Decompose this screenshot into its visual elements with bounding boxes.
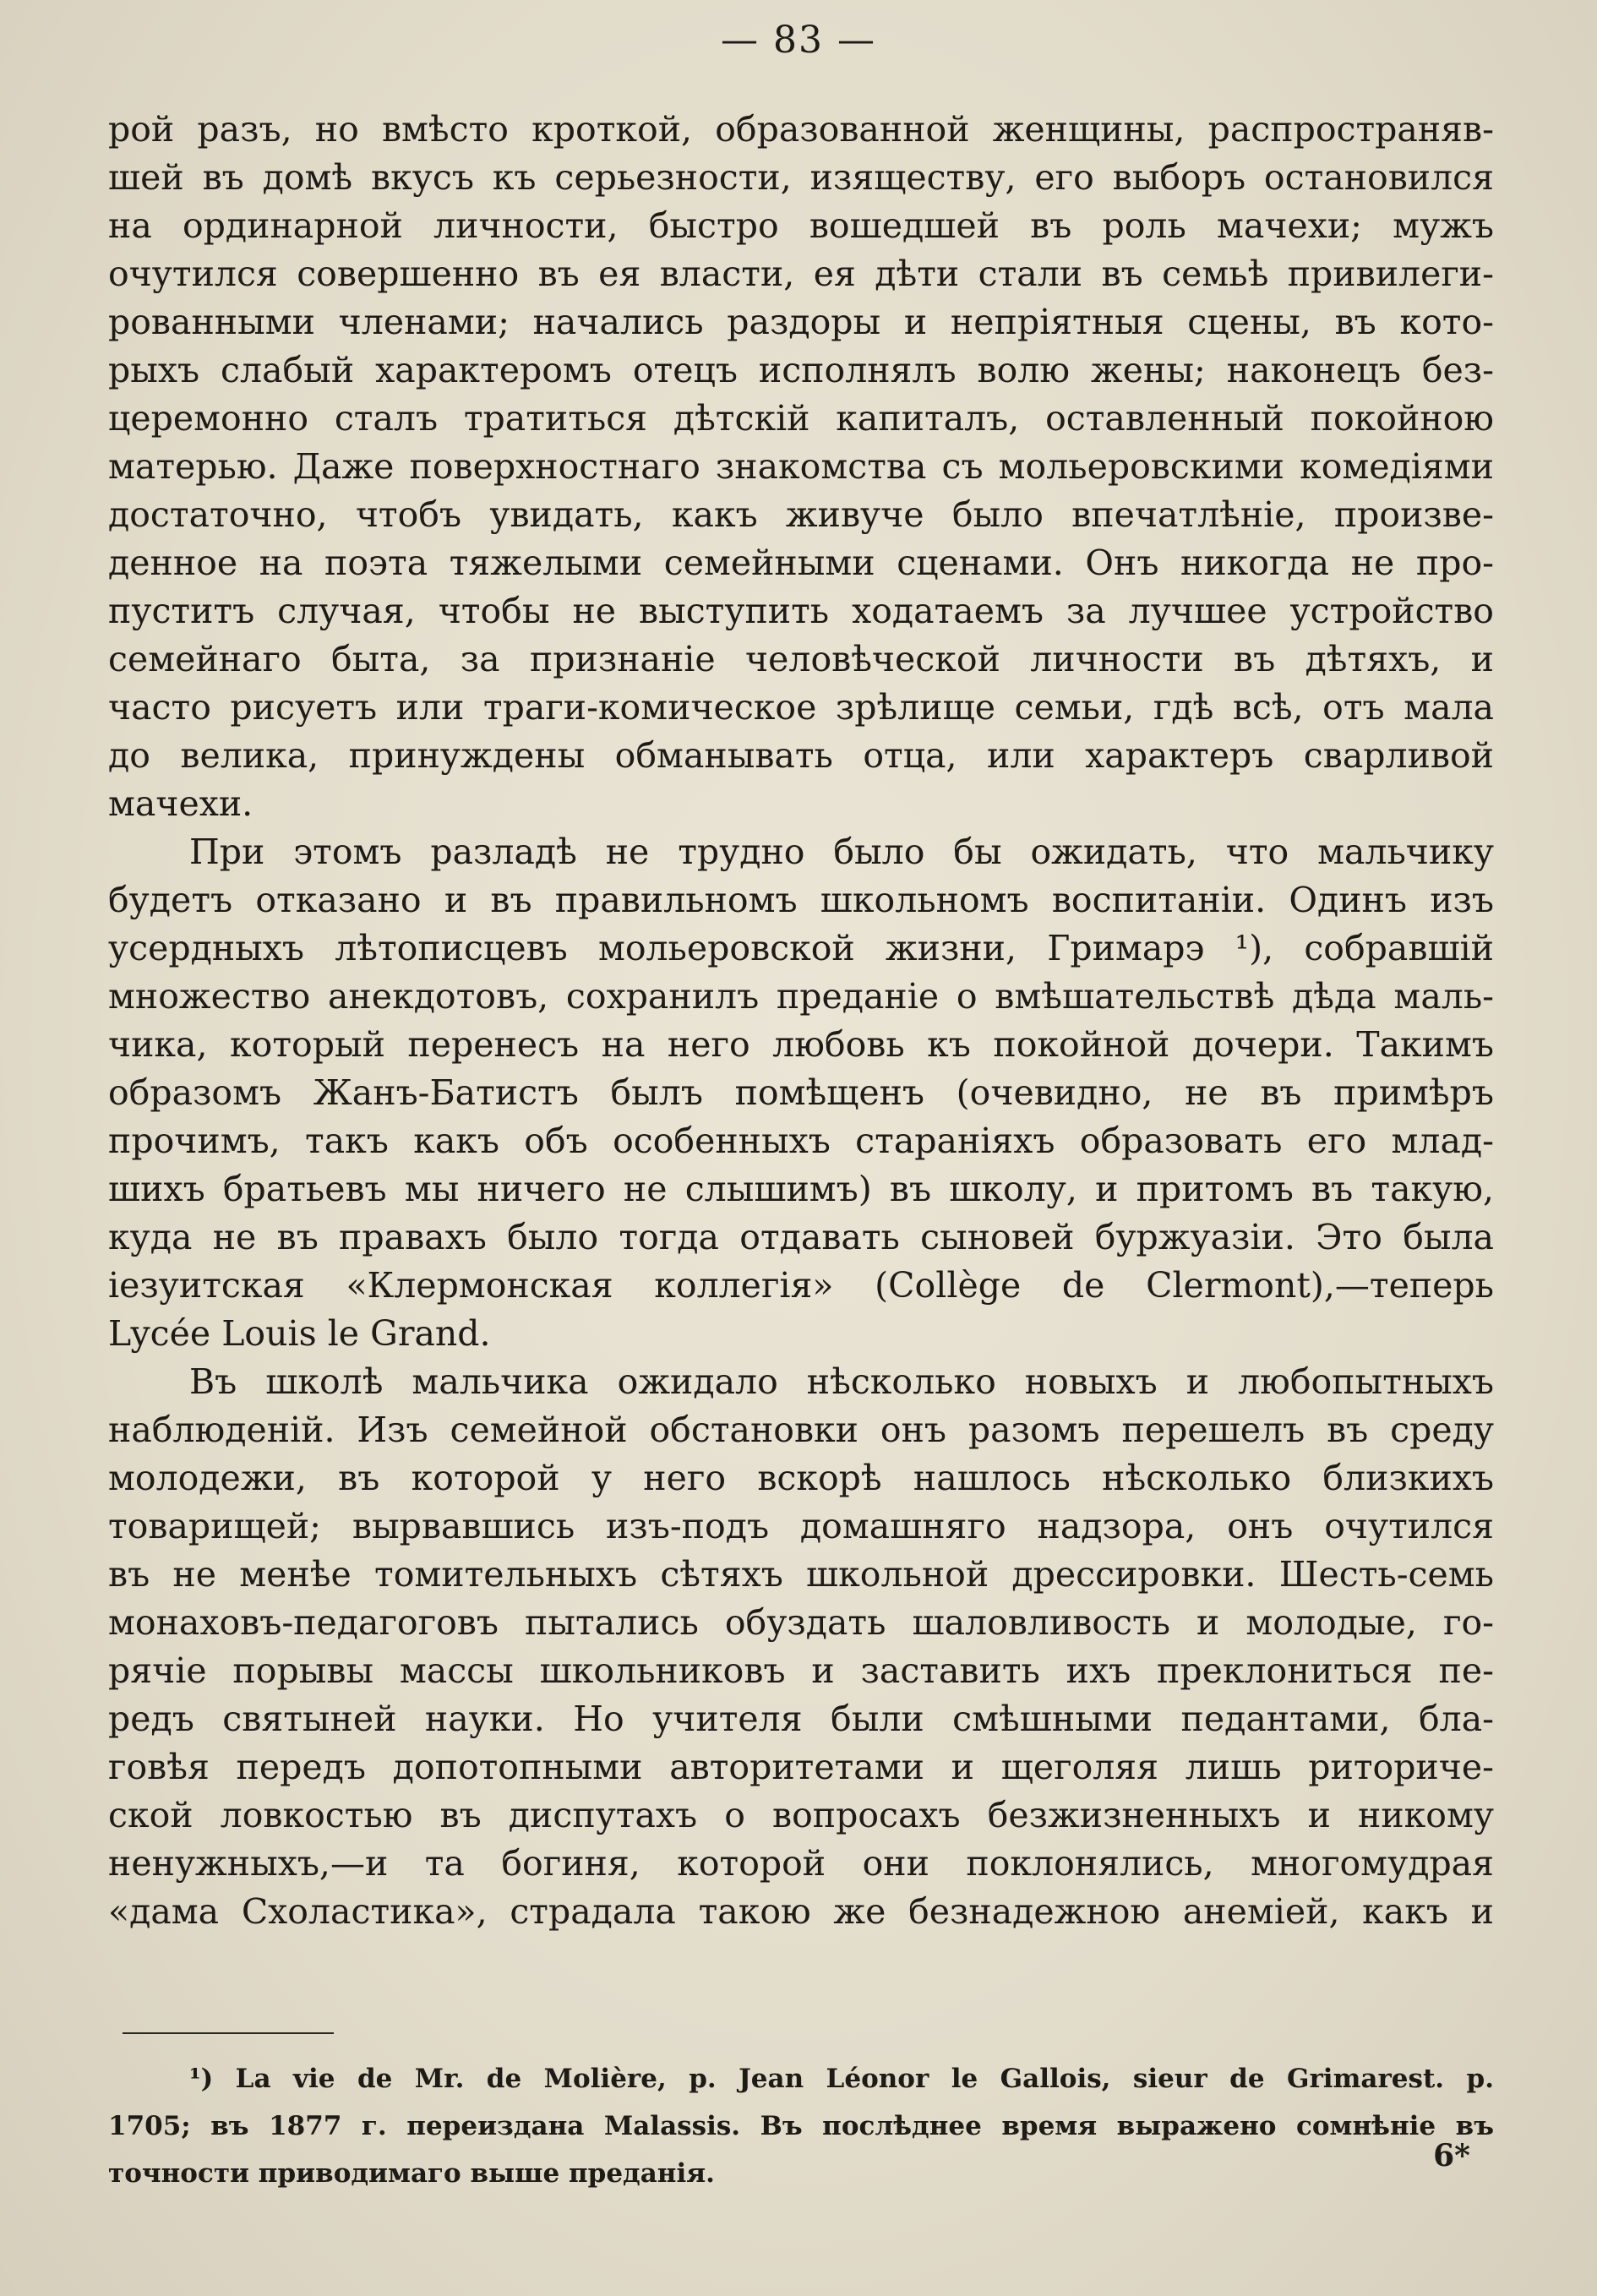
text-line: «дама Схоластика», страдала такою же безнадежною анеміей, какъ и	[108, 1891, 1494, 1932]
text-line: пуститъ случая, чтобы не выступить ходатаемъ за лучшее устройство	[108, 591, 1494, 631]
footnote-line: ¹) La vie de Mr. de Molière, p. Jean Léonor le Gallois, sieur de Grimarest. p.	[189, 2064, 1494, 2094]
paragraph-start-line: При этомъ разладѣ не трудно было бы ожидать, что мальчику	[189, 832, 1494, 872]
text-line: товарищей; вырвавшись изъ-подъ домашняго надзора, онъ очутился	[108, 1506, 1494, 1546]
text-line: образомъ Жанъ-Батистъ былъ помѣщенъ (очевидно, не въ примѣръ	[108, 1072, 1494, 1113]
footnote-line: точности приводимаго выше преданія.	[108, 2158, 715, 2189]
text-line: рыхъ слабый характеромъ отецъ исполнялъ волю жены; наконецъ без-	[108, 350, 1494, 390]
paragraph-start-line: Въ школѣ мальчика ожидало нѣсколько новыхъ и любопытныхъ	[189, 1361, 1494, 1402]
text-line: церемонно сталъ тратиться дѣтскій капиталъ, оставленный покойною	[108, 398, 1494, 439]
text-line: въ не менѣе томительныхъ сѣтяхъ школьной дрессировки. Шесть-семь	[108, 1554, 1494, 1595]
paragraph-end-line: мачехи.	[108, 783, 253, 824]
text-line: достаточно, чтобъ увидать, какъ живуче было впечатлѣніе, произве-	[108, 494, 1494, 535]
text-line: рованными членами; начались раздоры и непріятныя сцены, въ кото-	[108, 302, 1494, 342]
text-line: наблюденій. Изъ семейной обстановки онъ разомъ перешелъ въ среду	[108, 1410, 1494, 1450]
text-line: чика, который перенесъ на него любовь къ покойной дочери. Такимъ	[108, 1024, 1494, 1065]
text-line: іезуитская «Клермонская коллегія» (Collège de Clermont),—теперь	[108, 1265, 1494, 1306]
text-line: усердныхъ лѣтописцевъ мольеровской жизни, Гримарэ ¹), собравшій	[108, 928, 1494, 968]
footnote-line: 1705; въ 1877 г. переиздана Malassis. Въ послѣднее время выражено сомнѣніе въ	[108, 2111, 1494, 2141]
footnote-divider	[123, 2032, 334, 2034]
footnotes	[108, 2055, 1494, 2197]
text-line: молодежи, въ которой у него вскорѣ нашлось нѣсколько близкихъ	[108, 1458, 1494, 1498]
text-line: будетъ отказано и въ правильномъ школьномъ воспитаніи. Одинъ изъ	[108, 880, 1494, 920]
text-line: редъ святыней науки. Но учителя были смѣшными педантами, бла-	[108, 1699, 1494, 1739]
text-line: ненужныхъ,—и та богиня, которой они поклонялись, многомудрая	[108, 1843, 1494, 1884]
signature-mark: 6*	[1433, 2138, 1470, 2173]
text-line: матерью. Даже поверхностнаго знакомства съ мольеровскими комедіями	[108, 446, 1494, 487]
text-line: до велика, принуждены обманывать отца, или характеръ сварливой	[108, 735, 1494, 776]
text-line: часто рисуетъ или траги-комическое зрѣлище семьи, гдѣ всѣ, отъ мала	[108, 687, 1494, 728]
text-line: денное на поэта тяжелыми семейными сценами. Онъ никогда не про-	[108, 543, 1494, 583]
text-line: шей въ домѣ вкусъ къ серьезности, изяществу, его выборъ остановился	[108, 157, 1494, 198]
paragraph-end-line: Lycée Louis le Grand.	[108, 1313, 491, 1354]
text-line: монаховъ-педагоговъ пытались обуздать шаловливость и молодые, го-	[108, 1602, 1494, 1643]
text-line: множество анекдотовъ, сохранилъ преданіе о вмѣшательствѣ дѣда маль-	[108, 976, 1494, 1017]
text-line: прочимъ, такъ какъ объ особенныхъ стараніяхъ образовать его млад-	[108, 1121, 1494, 1161]
text-line: рой разъ, но вмѣсто кроткой, образованной женщины, распространяв-	[108, 109, 1494, 150]
text-line: шихъ братьевъ мы ничего не слышимъ) въ школу, и притомъ въ такую,	[108, 1169, 1494, 1209]
text-line: говѣя передъ допотопными авторитетами и щеголяя лишь риториче-	[108, 1747, 1494, 1787]
text-line: на ординарной личности, быстро вошедшей въ роль мачехи; мужъ	[108, 205, 1494, 246]
text-line: куда не въ правахъ было тогда отдавать сыновей буржуазіи. Это была	[108, 1217, 1494, 1257]
body-text	[108, 106, 1494, 1936]
page-number: — 83 —	[721, 19, 876, 62]
text-line: рячіе порывы массы школьниковъ и заставить ихъ преклониться пе-	[108, 1650, 1494, 1691]
text-line: семейнаго быта, за признаніе человѣческой личности въ дѣтяхъ, и	[108, 639, 1494, 679]
text-line: ской ловкостью въ диспутахъ о вопросахъ безжизненныхъ и никому	[108, 1795, 1494, 1835]
text-line: очутился совершенно въ ея власти, ея дѣти стали въ семьѣ привилеги-	[108, 254, 1494, 294]
